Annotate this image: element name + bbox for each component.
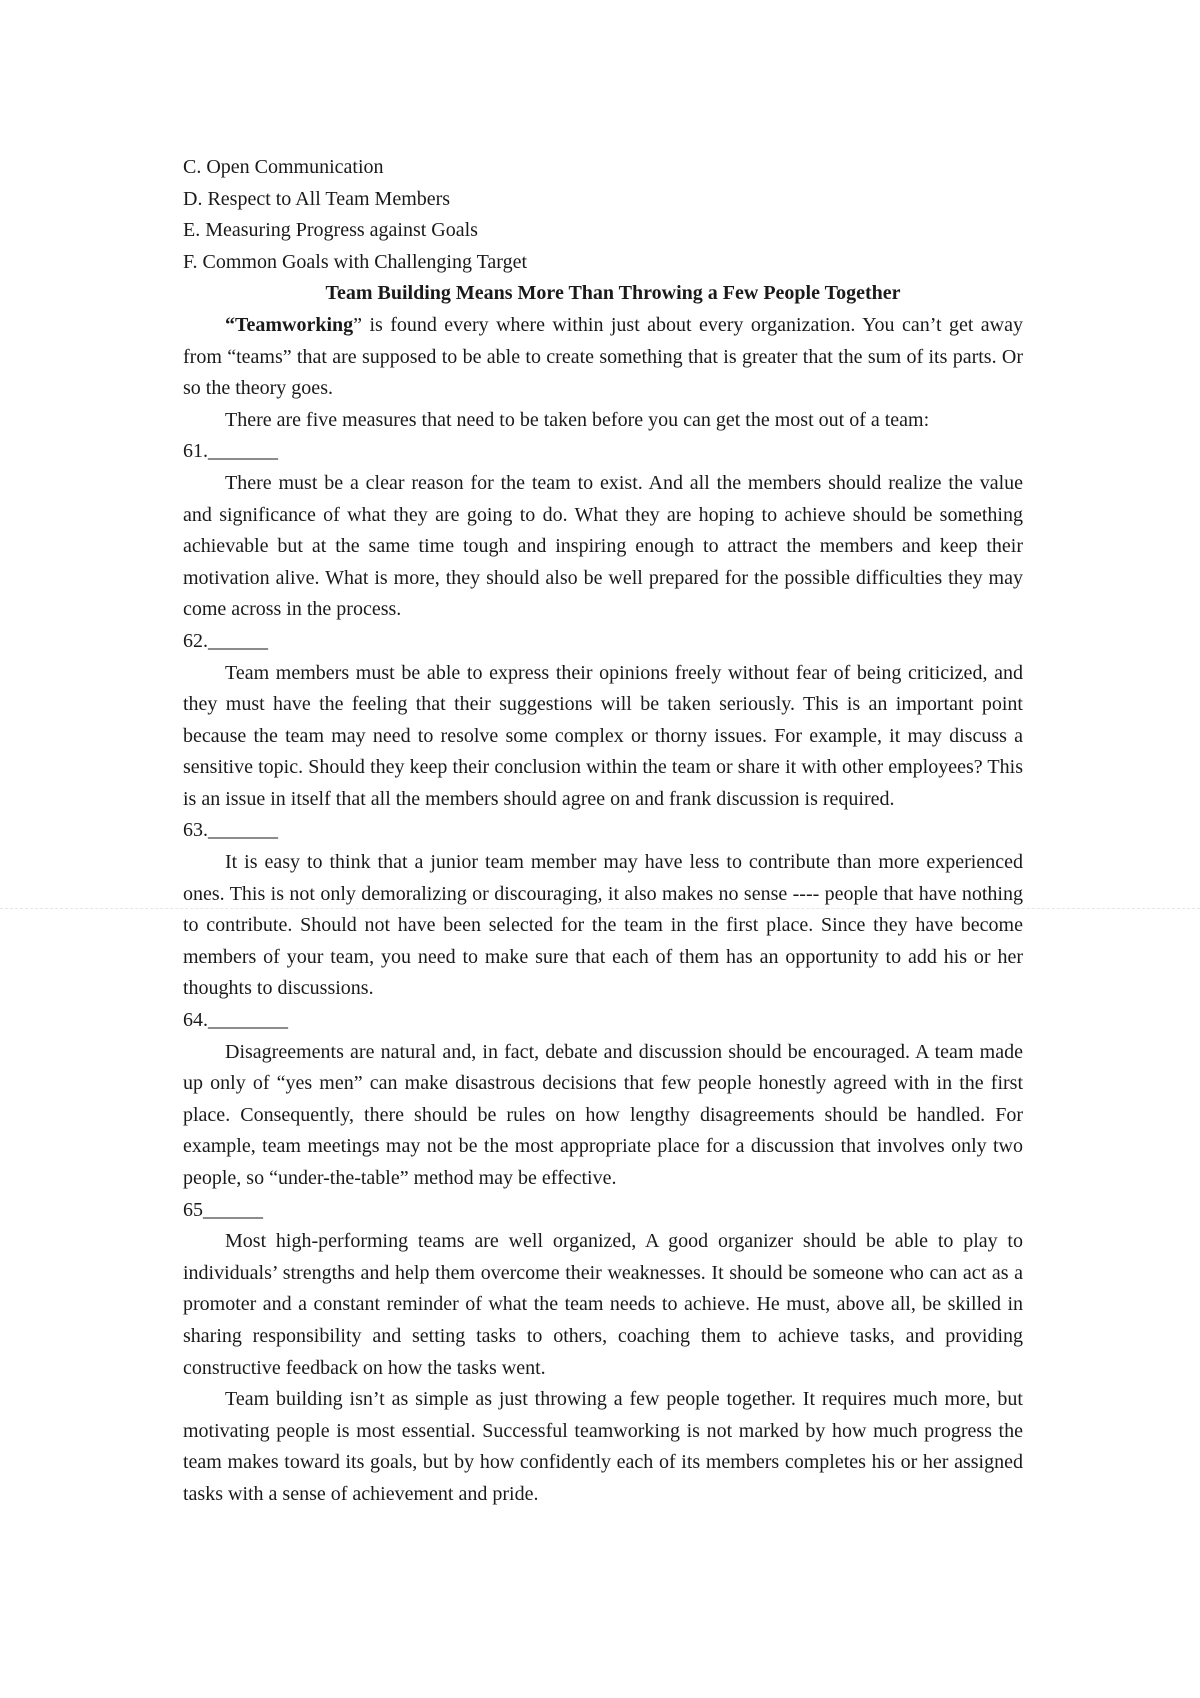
intro-rest: ” is found every where within just about every organization. You can’t get away from “teams” that are supposed to be able to create something that is greater that the sum of its parts. Or so the theory goes. [183, 313, 1023, 400]
section-65-text: Most high-performing teams are well organized, A good organizer should be able to play to individuals’ strengths and help them overcome their weaknesses. It should be someone who can act as a promoter and a constant reminder of what the team needs to achieve. He must, above all, be skilled in sharing responsibility and setting tasks to others, coaching them to achieve tasks, and providing constructive feedback on how the tasks went. [183, 1230, 1023, 1379]
article-title: Team Building Means More Than Throwing a Few People Together [325, 282, 901, 305]
section-62-text: Team members must be able to express their opinions freely without fear of being criticized, and they must have the feeling that their suggestions will be taken seriously. This is an important point because the team may need to resolve some complex or thorny issues. For example, it may discuss a sensitive topic. Should they keep their conclusion within the team or share it with other employees? This is an issue in itself that all the members should agree on and frank discussion is required. [183, 661, 1023, 810]
blank-64: 64.________ [183, 1009, 288, 1032]
blank-63: 63._______ [183, 819, 278, 842]
option-d: D. Respect to All Team Members [183, 187, 451, 210]
option-e: E. Measuring Progress against Goals [183, 219, 478, 242]
document-body [183, 152, 1023, 1511]
conclusion-paragraph: Team building isn’t as simple as just throwing a few people together. It requires much more, but motivating people is most essential. Successful teamworking is not marked by how much progress the team makes toward its goals, but by how confidently each of its members completes his or her assigned tasks with a sense of achievement and pride. [183, 1388, 1023, 1505]
section-64-text: Disagreements are natural and, in fact, debate and discussion should be encouraged. A team made up only of “yes men” can make disastrous decisions that few people honestly agreed with in the first place. Consequently, there should be rules on how lengthy disagreements should be handled. For example, team meetings may not be the most appropriate place for a discussion that involves only two people, so “under-the-table” method may be effective. [183, 1040, 1023, 1189]
section-63-text: It is easy to think that a junior team member may have less to contribute than more experienced ones. This is not only demoralizing or discouraging, it also makes no sense ---- people that have nothing to contribute. Should not have been selected for the team in the first place. Since they have become members of your team, you need to make sure that each of them has an opportunity to add his or her thoughts to discussions. [183, 851, 1023, 1000]
blank-61: 61._______ [183, 440, 278, 463]
option-c: C. Open Communication [183, 156, 384, 178]
blank-62: 62.______ [183, 629, 268, 652]
measures-intro: There are five measures that need to be taken before you can get the most out of a team: [225, 408, 930, 431]
blank-65: 65______ [183, 1198, 263, 1221]
section-61-text: There must be a clear reason for the team to exist. And all the members should realize the value and significance of what they are going to do. What they are hoping to achieve should be something achievable but at the same time tough and inspiring enough to attract the members and keep their motivation alive. What is more, they should also be well prepared for the possible difficulties they may come across in the process. [183, 471, 1023, 621]
intro-lead-term: “Teamworking [225, 313, 354, 336]
option-f: F. Common Goals with Challenging Target [183, 250, 528, 273]
intro-paragraph [183, 310, 1023, 405]
